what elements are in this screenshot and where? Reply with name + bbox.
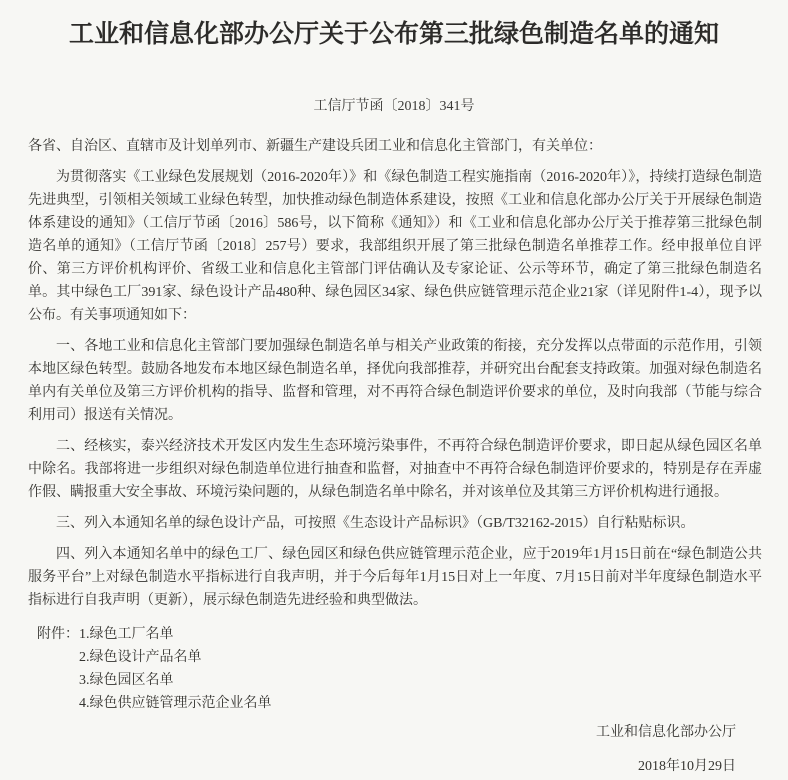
document-title: 工业和信息化部办公厅关于公布第三批绿色制造名单的通知 <box>68 20 719 48</box>
signature-organization: 工业和信息化部办公厅 <box>596 725 736 740</box>
document-number: 工信厅节函〔2018〕341号 <box>313 99 475 114</box>
attachment-item-2: 2.绿色设计产品名单 <box>79 650 202 665</box>
attachment-item-4: 4.绿色供应链管理示范企业名单 <box>79 696 272 711</box>
document-body <box>0 135 788 778</box>
paragraph-item-4: 四、列入本通知名单中的绿色工厂、绿色园区和绿色供应链管理示范企业，应于2019年1月15日前在“绿色制造公共服务平台”上对绿色制造水平指标进行自我声明，并于今后每年1月15日对上一年度、7月15日前对半年度绿色制造水平指标进行自我声明（更新），展示绿色制造先进经验和典型做法。 <box>28 547 762 608</box>
attachment-item-1: 1.绿色工厂名单 <box>79 627 174 642</box>
paragraph-item-1: 一、各地工业和信息化主管部门要加强绿色制造名单与相关产业政策的衔接，充分发挥以点带面的示范作用，引领本地区绿色转型。鼓励各地发布本地区绿色制造名单，择优向我部推荐，并研究出台配套支持政策。加强对绿色制造名单内有关单位及第三方评价机构的指导、监督和管理，对不再符合绿色制造评价要求的单位，及时向我部（节能与综合利用司）报送有关情况。 <box>28 339 762 423</box>
attachments-label: 附件： <box>37 627 79 642</box>
paragraph-intro: 为贯彻落实《工业绿色发展规划（2016-2020年）》和《绿色制造工程实施指南（2016-2020年）》，持续打造绿色制造先进典型，引领相关领域工业绿色转型，加快推动绿色制造体系建设，按照《工业和信息化部办公厅关于开展绿色制造体系建设的通知》（工信厅节函〔2016〕586号，以下简称《通知》）和《工业和信息化部办公厅关于推荐第三批绿色制造名单的通知》（工信厅节函〔2018〕257号）要求，我部组织开展了第三批绿色制造名单推荐工作。经申报单位自评价、第三方评价机构评价、省级工业和信息化主管部门评估确认及专家论证、公示等环节，确定了第三批绿色制造名单。其中绿色工厂391家、绿色设计产品480种、绿色园区34家、绿色供应链管理示范企业21家（详见附件1-4），现予以公布。有关事项通知如下： <box>28 170 762 323</box>
signature-date: 2018年10月29日 <box>638 759 736 774</box>
attachments-list <box>79 623 762 715</box>
paragraph-item-3: 三、列入本通知名单的绿色设计产品，可按照《生态设计产品标识》（GB/T32162-2015）自行粘贴标识。 <box>56 516 695 531</box>
paragraph-item-2: 二、经核实，泰兴经济技术开发区内发生生态环境污染事件，不再符合绿色制造评价要求，即日起从绿色园区名单中除名。我部将进一步组织对绿色制造单位进行抽查和监督，对抽查中不再符合绿色制造评价要求的，特别是存在弄虚作假、瞒报重大安全事故、环境污染问题的，从绿色制造名单中除名，并对该单位及其第三方评价机构进行通报。 <box>28 439 762 500</box>
attachments-block <box>28 623 762 715</box>
attachment-item-3: 3.绿色园区名单 <box>79 673 174 688</box>
salutation-line: 各省、自治区、直辖市及计划单列市、新疆生产建设兵团工业和信息化主管部门，有关单位： <box>28 139 602 154</box>
